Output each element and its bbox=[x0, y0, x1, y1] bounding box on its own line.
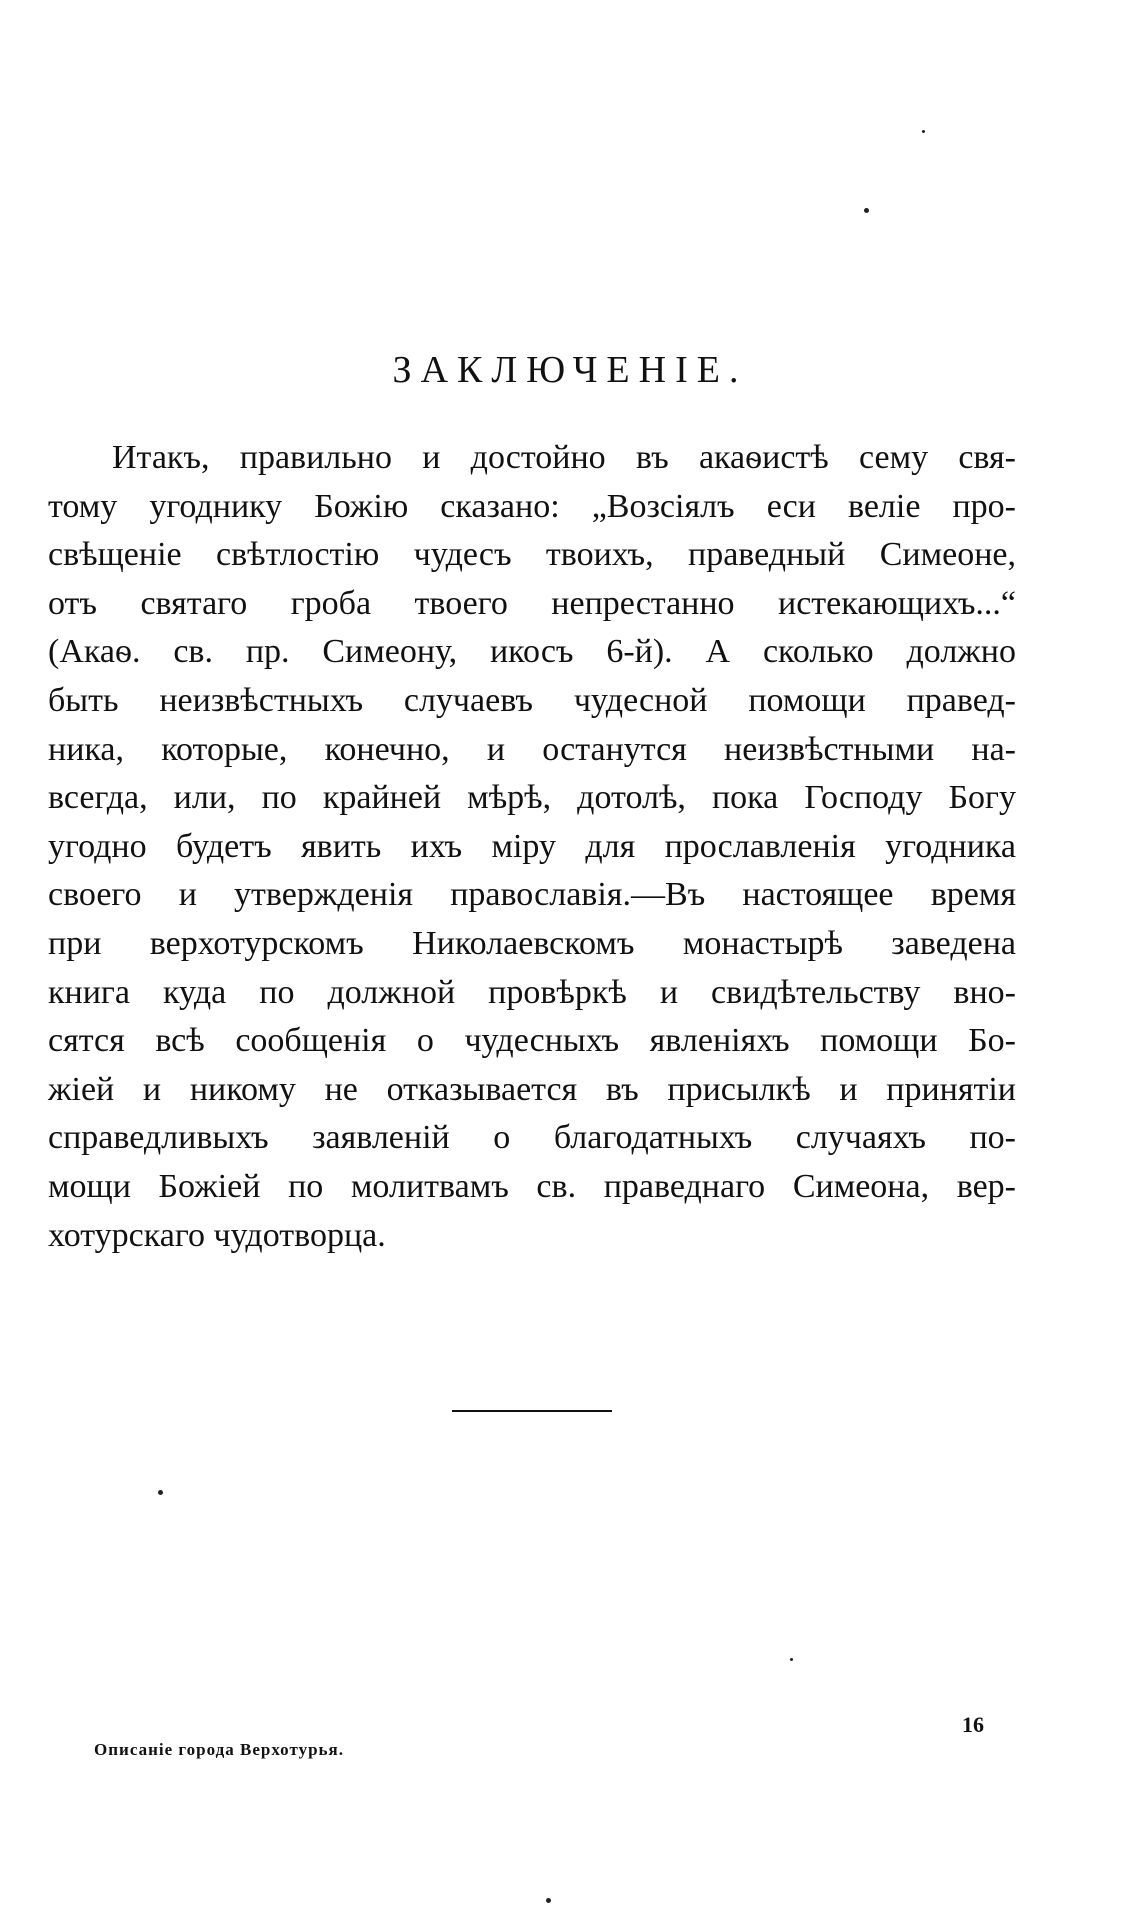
ink-speck bbox=[158, 1490, 163, 1495]
text-line: книга куда по должной провѣркѣ и свидѣтельству вно- bbox=[48, 973, 1016, 1011]
text-line: жіей и никому не отказывается въ присылкѣ и принятіи bbox=[48, 1070, 1016, 1108]
text-line: всегда, или, по крайней мѣрѣ, дотолѣ, пока Господу Богу bbox=[48, 779, 1016, 817]
text-line: мощи Божіей по молитвамъ св. праведнаго Симеона, вер- bbox=[48, 1167, 1016, 1205]
text-line: справедливыхъ заявленій о благодатныхъ случаяхъ по- bbox=[48, 1119, 1016, 1157]
signature-title: Описаніе города Верхотурья. bbox=[94, 1740, 344, 1759]
ink-speck bbox=[546, 1898, 551, 1903]
text-line: ника, которые, конечно, и останутся неизвѣстными на- bbox=[48, 730, 1016, 768]
chapter-title: ЗАКЛЮЧЕНІЕ. bbox=[392, 349, 748, 391]
text-line: хотурскаго чудотворца. bbox=[48, 1216, 386, 1254]
text-line: угодно будетъ явить ихъ міру для прославленія угодника bbox=[48, 827, 1016, 865]
text-line: (Акаѳ. св. пр. Симеону, икосъ 6-й). А сколько должно bbox=[48, 633, 1016, 671]
text-line: при верхотурскомъ Николаевскомъ монастырѣ заведена bbox=[48, 924, 1016, 962]
text-line: Итакъ, правильно и достойно въ акаѳистѣ сему свя- bbox=[112, 439, 1016, 476]
text-line: тому угоднику Божію сказано: „Возсіялъ еси веліе про- bbox=[48, 487, 1016, 525]
ink-speck bbox=[922, 130, 925, 133]
signature-number: 16 bbox=[962, 1712, 984, 1737]
text-line: быть неизвѣстныхъ случаевъ чудесной помощи правед- bbox=[48, 681, 1016, 719]
section-divider bbox=[452, 1410, 612, 1412]
body-paragraph bbox=[48, 434, 1016, 1260]
text-line: сятся всѣ сообщенія о чудесныхъ явленіяхъ помощи Бо- bbox=[48, 1022, 1016, 1060]
ink-speck bbox=[790, 1658, 793, 1661]
text-line: своего и утвержденія православія.—Въ настоящее время bbox=[48, 876, 1016, 914]
text-line: свѣщеніе свѣтлостію чудесъ твоихъ, праведный Симеоне, bbox=[48, 536, 1016, 574]
text-line: отъ святаго гроба твоего непрестанно истекающихъ...“ bbox=[48, 584, 1016, 622]
ink-speck bbox=[864, 208, 869, 213]
